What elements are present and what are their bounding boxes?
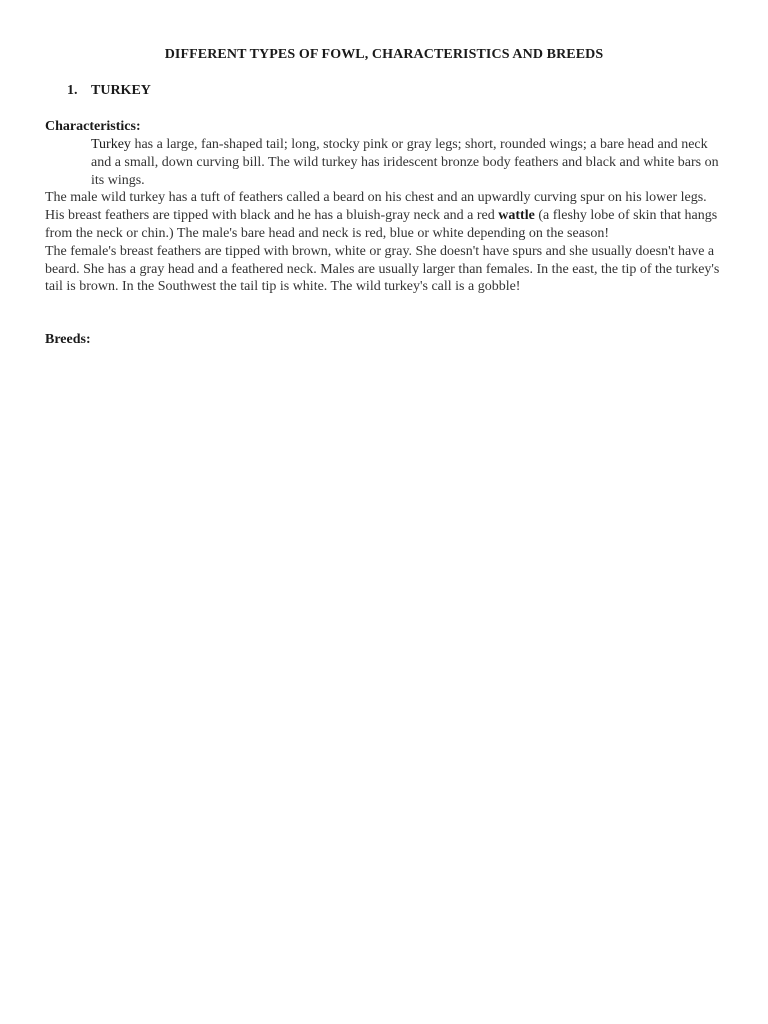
characteristics-body	[45, 136, 725, 296]
document-title: DIFFERENT TYPES OF FOWL, CHARACTERISTICS AND BREEDS	[164, 47, 604, 62]
paragraph-text: has a large, fan-shaped tail; long, stocky pink or gray legs; short, rounded wings; a bare head and neck and a small, down curving bill. The wild turkey has iridescent bronze body feathers and black and white bars on its wings.	[91, 137, 719, 188]
paragraph-female-turkey: The female's breast feathers are tipped with brown, white or gray. She doesn't have spurs and she usually doesn't have a beard. She has a gray head and a feathered neck. Males are usually larger than females. In the east, the tip of the turkey's tail is brown. In the Southwest the tail tip is white. The wild turkey's call is a gobble!	[45, 243, 720, 295]
section-title: TURKEY	[91, 83, 151, 98]
paragraph-text: (a fleshy lobe of skin that hangs from the neck or chin.) The male's bare head and neck is red, blue or white depending on the season!	[45, 208, 718, 241]
paragraph-subject: Turkey	[91, 137, 131, 152]
breeds-label: Breeds:	[45, 332, 91, 347]
paragraph-text: The male wild turkey has a tuft of feathers called a beard on his chest and an upwardly curving spur on his lower legs. His breast feathers are tipped with black and he has a bluish-gray neck and a red	[45, 190, 707, 224]
paragraph-male-turkey	[45, 189, 725, 242]
section-heading	[67, 83, 151, 99]
paragraph-turkey-overview	[45, 136, 725, 189]
bold-term-wattle: wattle	[498, 208, 535, 224]
section-number: 1.	[67, 83, 78, 98]
characteristics-label: Characteristics:	[45, 119, 141, 134]
